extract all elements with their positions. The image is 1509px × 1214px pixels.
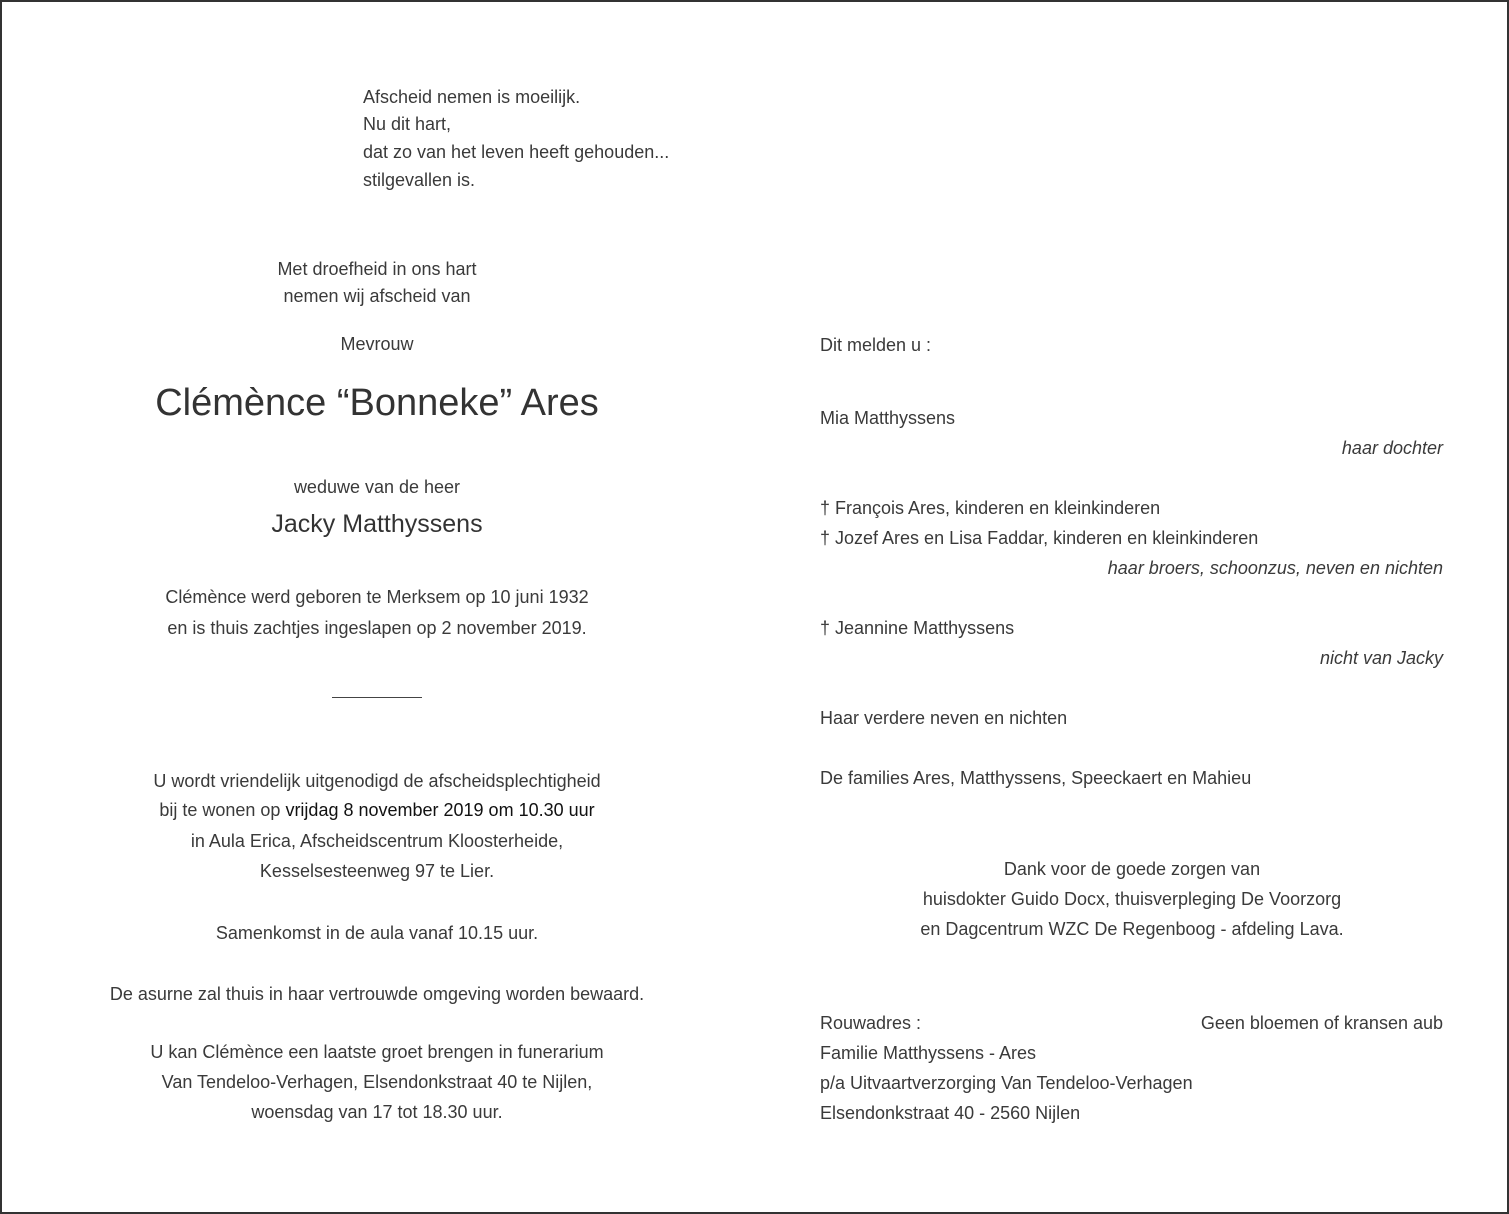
poem-line: Afscheid nemen is moeilijk.: [363, 87, 581, 107]
address-line: p/a Uitvaartverzorging Van Tendeloo-Verhagen: [820, 1073, 1193, 1093]
deceased-name: Clémènce “Bonneke” Ares: [155, 382, 599, 424]
poem-line: Nu dit hart,: [363, 114, 452, 134]
life-line: Clémènce werd geboren te Merksem op 10 juni 1932: [165, 587, 589, 607]
address-line: Familie Matthyssens - Ares: [820, 1043, 1037, 1063]
family-member: Mia Matthyssens: [820, 408, 956, 428]
divider: [332, 697, 422, 698]
visit-line: U kan Clémènce een laatste groet brengen in funerarium: [150, 1042, 604, 1062]
intro-line: Met droefheid in ons hart: [277, 259, 477, 279]
invitation-line: in Aula Erica, Afscheidscentrum Kloosterheide,: [190, 831, 564, 851]
ceremony-date: vrijdag 8 november 2019 om 10.30 uur: [285, 800, 595, 820]
thanks-line: huisdokter Guido Docx, thuisverpleging De Voorzorg: [922, 889, 1342, 909]
spouse-name: Jacky Matthyssens: [271, 510, 483, 538]
thanks-line: en Dagcentrum WZC De Regenboog - afdeling Lava.: [920, 919, 1344, 939]
relation: nicht van Jacky: [1319, 648, 1443, 668]
life-line: en is thuis zachtjes ingeslapen op 2 november 2019.: [167, 618, 587, 638]
family-member: † Jeannine Matthyssens: [820, 618, 1015, 638]
address-label: Rouwadres :: [820, 1013, 922, 1033]
urn-note: De asurne zal thuis in haar vertrouwde omgeving worden bewaard.: [109, 984, 645, 1004]
thanks-line: Dank voor de goede zorgen van: [1003, 859, 1261, 879]
relation: haar broers, schoonzus, neven en nichten: [1107, 558, 1443, 578]
family-member: Haar verdere neven en nichten: [820, 708, 1068, 728]
widow-of: weduwe van de heer: [293, 477, 461, 497]
family-member: De families Ares, Matthyssens, Speeckaert en Mahieu: [820, 768, 1252, 788]
announce: Dit melden u :: [820, 335, 932, 355]
invitation-line: [0, 798, 754, 822]
visit-line: woensdag van 17 tot 18.30 uur.: [251, 1102, 503, 1122]
poem-line: dat zo van het leven heeft gehouden...: [363, 142, 670, 162]
visit-line: Van Tendeloo-Verhagen, Elsendonkstraat 40 te Nijlen,: [161, 1072, 593, 1092]
invitation-text: bij te wonen op: [159, 800, 286, 820]
invitation-line: Kesselsesteenweg 97 te Lier.: [259, 861, 495, 881]
poem-line: stilgevallen is.: [363, 170, 476, 190]
no-flowers: Geen bloemen of kransen aub: [1200, 1013, 1443, 1033]
family-member: † Jozef Ares en Lisa Faddar, kinderen en kleinkinderen: [820, 528, 1259, 548]
invitation-line: U wordt vriendelijk uitgenodigd de afscheidsplechtigheid: [153, 771, 601, 791]
family-member: † François Ares, kinderen en kleinkinderen: [820, 498, 1161, 518]
intro-line: nemen wij afscheid van: [283, 286, 471, 306]
address-line: Elsendonkstraat 40 - 2560 Nijlen: [820, 1103, 1081, 1123]
relation: haar dochter: [1341, 438, 1443, 458]
gathering: Samenkomst in de aula vanaf 10.15 uur.: [215, 923, 539, 943]
title: Mevrouw: [340, 334, 414, 354]
